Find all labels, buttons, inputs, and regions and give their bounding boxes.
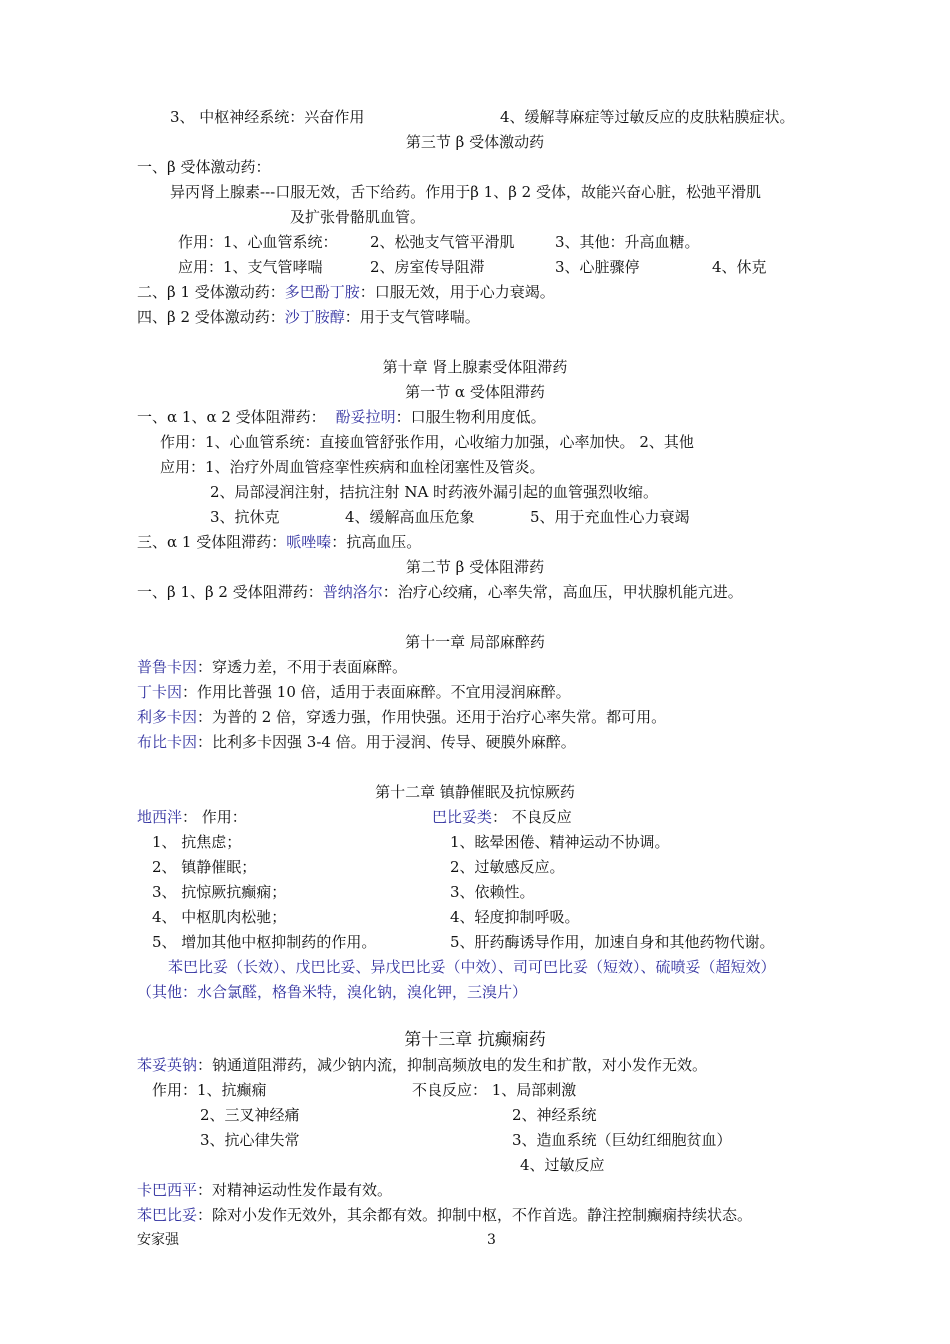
chapter-heading: 第十章 肾上腺素受体阻滞药 [382, 358, 568, 376]
text-line: 4、缓解荨麻症等过敏反应的皮肤粘膜症状。 [500, 108, 795, 126]
text-line [137, 707, 666, 727]
text-line [137, 307, 480, 327]
drug-name: 多巴酚丁胺 [284, 283, 360, 301]
text-line [137, 407, 546, 427]
drug-name: 丁卡因 [137, 683, 183, 701]
text-line: 异丙肾上腺素---口服无效，舌下给药。作用于β 1、β 2 受体，故能兴奋心脏，松弛平滑肌 [170, 183, 761, 201]
section-heading: 第一节 α 受体阻滞药 [405, 383, 545, 401]
text-line: 3、造血系统（巨幼红细胞贫血） [512, 1131, 732, 1149]
text-line [137, 1180, 392, 1200]
text-line [137, 657, 407, 677]
text-line: 5、 增加其他中枢抑制药的作用。 [152, 933, 377, 951]
text-line: 应用：1、治疗外周血管痉挛性疾病和血栓闭塞性及管炎。 [160, 458, 545, 476]
text-line [137, 807, 247, 827]
chapter-heading: 第十一章 局部麻醉药 [405, 633, 545, 651]
text-line: 应用：1、支气管哮喘 [178, 258, 323, 276]
text-line: 2、神经系统 [512, 1106, 597, 1124]
text-line [137, 582, 743, 602]
text-line [137, 532, 421, 552]
drug-name: 苯妥英钠 [137, 1056, 198, 1074]
text-span: ：作用比普强 10 倍，适用于表面麻醉。不宜用浸润麻醉。 [182, 683, 571, 701]
text-span: ：治疗心绞痛，心率失常，高血压，甲状腺机能亢进。 [382, 583, 743, 601]
text-line: 一、β 受体激动药： [137, 158, 271, 176]
text-line [137, 1055, 707, 1075]
text-line: 4、 中枢肌肉松驰； [152, 908, 287, 926]
drug-name: 巴比妥类 [432, 808, 493, 826]
drug-name: 布比卡因 [137, 733, 198, 751]
text-span: ：比利多卡因强 3-4 倍。用于浸润、传导、硬膜外麻醉。 [197, 733, 576, 751]
text-line: 4、休克 [712, 258, 767, 276]
text-line: 4、轻度抑制呼吸。 [450, 908, 580, 926]
drug-name: 地西泮 [137, 808, 183, 826]
text-span: 四、β 2 受体激动药： [137, 308, 285, 326]
text-line [432, 807, 572, 827]
text-span: ：口服无效，用于心力衰竭。 [359, 283, 555, 301]
text-line: 2、三叉神经痛 [200, 1106, 300, 1124]
text-span: ： 作用： [182, 808, 247, 826]
text-span: ：为普的 2 倍，穿透力强，作用快强。还用于治疗心率失常。都可用。 [197, 708, 667, 726]
text-line: 3、抗心律失常 [200, 1131, 300, 1149]
text-line [137, 682, 571, 702]
text-span: ：对精神运动性发作最有效。 [197, 1181, 393, 1199]
text-span: ：除对小发作无效外，其余都有效。抑制中枢，不作首选。静注控制癫痫持续状态。 [197, 1206, 753, 1224]
text-line: 3、 抗惊厥抗癫痫； [152, 883, 287, 901]
drug-name: 哌唑嗪 [286, 533, 332, 551]
drug-name: 沙丁胺醇 [284, 308, 345, 326]
text-line [137, 1205, 752, 1225]
text-line: 4、缓解高血压危象 [345, 508, 475, 526]
text-line: 4、过敏反应 [520, 1156, 605, 1174]
text-line: 2、松弛支气管平滑肌 [370, 233, 515, 251]
drug-name: 普纳洛尔 [322, 583, 383, 601]
text-line: 3、抗休克 [210, 508, 280, 526]
text-span: 一、α 1、α 2 受体阻滞药： [137, 408, 326, 426]
page-number: 3 [487, 1232, 496, 1248]
text-line: 3、心脏骤停 [555, 258, 640, 276]
text-line: 不良反应： 1、局部刺激 [412, 1081, 577, 1099]
chapter-heading: 第十三章 抗癫痫药 [404, 1030, 546, 1050]
drug-name: 普鲁卡因 [137, 658, 198, 676]
text-line: 1、眩晕困倦、精神运动不协调。 [450, 833, 670, 851]
text-line: 2、局部浸润注射，拮抗注射 NA 时药液外漏引起的血管强烈收缩。 [210, 483, 659, 501]
drug-list: 苯巴比妥（长效）、戊巴比妥、异戊巴比妥（中效）、司可巴比妥（短效）、硫喷妥（超短效） [168, 958, 776, 976]
text-line: 2、房室传导阻滞 [370, 258, 485, 276]
drug-name: 苯巴比妥 [137, 1206, 198, 1224]
text-line: 及扩张骨骼肌血管。 [290, 208, 426, 226]
section-heading: 第三节 β 受体激动药 [405, 133, 545, 151]
footer-author: 安家强 [137, 1232, 179, 1248]
text-line [137, 282, 555, 302]
drug-list: （其他：水合氯醛，格鲁米特，溴化钠，溴化钾，三溴片） [137, 983, 528, 1001]
text-line: 3、依赖性。 [450, 883, 535, 901]
text-span: ：抗高血压。 [331, 533, 422, 551]
text-line: 1、 抗焦虑； [152, 833, 242, 851]
text-line: 3、 中枢神经系统：兴奋作用 [170, 108, 365, 126]
drug-name: 酚妥拉明 [335, 408, 396, 426]
text-span: 三、α 1 受体阻滞药： [137, 533, 287, 551]
text-span: ：口服生物利用度低。 [395, 408, 546, 426]
text-line [137, 732, 576, 752]
text-line: 2、 镇静催眠； [152, 858, 257, 876]
drug-name: 卡巴西平 [137, 1181, 198, 1199]
text-line: 5、用于充血性心力衰竭 [530, 508, 690, 526]
text-span: 一、β 1、β 2 受体阻滞药： [137, 583, 323, 601]
text-span: ： 不良反应 [492, 808, 572, 826]
text-line: 作用：1、抗癫痫 [152, 1081, 267, 1099]
text-span: ：用于支气管哮喘。 [344, 308, 480, 326]
section-heading: 第二节 β 受体阻滞药 [405, 558, 545, 576]
text-line: 作用：1、心血管系统：直接血管舒张作用，心收缩力加强，心率加快。 2、其他 [160, 433, 694, 451]
text-line: 2、过敏感反应。 [450, 858, 565, 876]
text-span: ：钠通道阻滞药，减少钠内流，抑制高频放电的发生和扩散，对小发作无效。 [197, 1056, 708, 1074]
text-line: 作用：1、心血管系统： [178, 233, 338, 251]
text-line: 3、其他：升高血糖。 [555, 233, 700, 251]
text-span: ：穿透力差，不用于表面麻醉。 [197, 658, 408, 676]
chapter-heading: 第十二章 镇静催眠及抗惊厥药 [375, 783, 575, 801]
text-span: 二、β 1 受体激动药： [137, 283, 285, 301]
text-line: 5、肝药酶诱导作用，加速自身和其他药物代谢。 [450, 933, 775, 951]
drug-name: 利多卡因 [137, 708, 198, 726]
